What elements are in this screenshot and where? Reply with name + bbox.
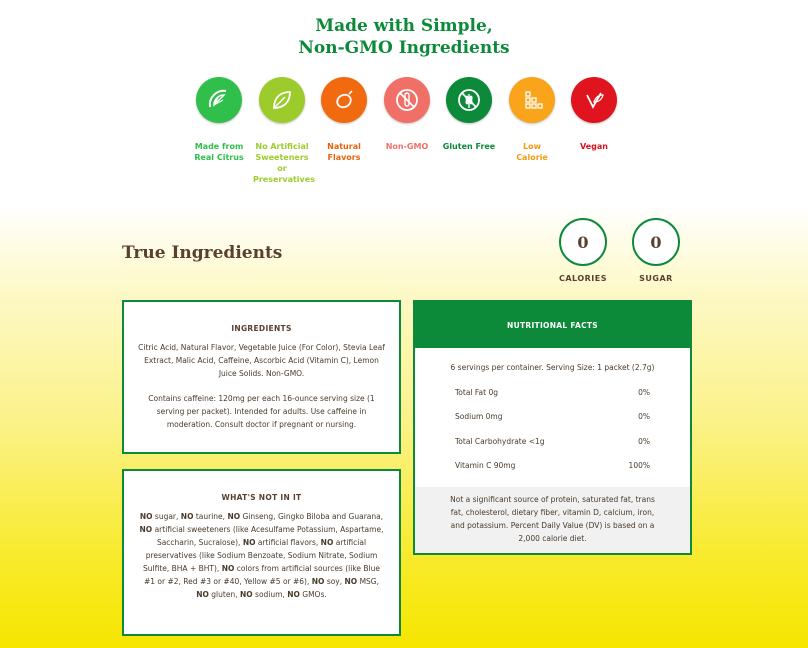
ingredients-list: Citric Acid, Natural Flavor, Vegetable Juice (For Color), Stevia Leaf Extract, Malic Acid, Caffeine, Ascorbic Acid (Vitamin C), Lemon Juice Solids. Non-GMO.	[138, 343, 385, 378]
serving-info: 6 servings per container. Serving Size: 1 packet (2.7g)	[450, 363, 655, 372]
feature-label: No Artificial Sweeteners or Preservatives	[253, 142, 315, 184]
nutrition-row: Total Carbohydrate <1g 0%	[455, 436, 650, 446]
feature-label: Non-GMO	[385, 142, 429, 151]
nutrition-row: Sodium 0mg 0%	[455, 412, 650, 422]
nutrition-heading: NUTRITIONAL FACTS	[415, 302, 690, 348]
feature-no-artificial	[249, 77, 315, 185]
feature-non-gmo	[374, 77, 440, 152]
caffeine-note: Contains caffeine: 120mg per each 16-ounce serving size (1 serving per packet). Intended for adults. Use caffeine in moderation. Consult doctor if pregnant or nursing.	[148, 394, 375, 429]
not-in-it-box	[122, 469, 401, 636]
section-title: True Ingredients	[122, 243, 283, 263]
lemon-icon	[321, 77, 367, 123]
not-in-it-list: NO sugar, NO taurine, NO Ginseng, Gingko Biloba and Guarana, NO artificial sweeteners (like Acesulfame Potassium, Aspartame, Saccharin, Sucralose), NO artificial flavors, NO artificial preservatives (like Sodium Benzoate, Sodium Nitrate, Sodium Sulfite, BHA + BHT), NO colors from artificial sources (like Blue #1 or #2, Red #3 or #40, Yellow #5 or #6), NO soy, NO MSG, NO gluten, NO sodium, NO GMOs.	[139, 512, 384, 599]
calories-value: 0	[559, 218, 607, 266]
hero-title-line-2: Non-GMO Ingredients	[298, 38, 510, 58]
leaf-icon	[259, 77, 305, 123]
ingredients-box	[122, 300, 401, 454]
nutrition-row: Total Fat 0g 0%	[455, 387, 650, 397]
feature-label: Vegan	[580, 142, 608, 151]
vegan-icon	[571, 77, 617, 123]
sugar-value: 0	[632, 218, 680, 266]
lemon-slice-icon	[196, 77, 242, 123]
feature-vegan	[561, 77, 627, 152]
calories-label: CALORIES	[558, 274, 608, 283]
hero-title	[0, 15, 808, 59]
feature-natural-flavors	[311, 77, 377, 163]
not-in-it-heading: WHAT'S NOT IN IT	[221, 493, 302, 502]
no-gmo-icon	[384, 77, 430, 123]
feature-label: Made from Real Citrus	[194, 142, 244, 162]
nutrition-row: Vitamin C 90mg 100%	[455, 461, 650, 471]
ingredients-heading: INGREDIENTS	[231, 324, 292, 333]
feature-low-calorie	[499, 77, 565, 163]
scale-icon	[509, 77, 555, 123]
feature-gluten-free	[436, 77, 502, 152]
calories-stat	[548, 218, 618, 283]
feature-label: Natural Flavors	[327, 142, 361, 162]
nutrition-footnote: Not a significant source of protein, saturated fat, trans fat, cholesterol, dietary fiber, vitamin D, calcium, iron, and potassium. Percent Daily Value (DV) is based on a 2,000 calorie diet.	[415, 487, 690, 553]
nutrition-facts-panel	[413, 300, 692, 555]
sugar-stat	[621, 218, 691, 283]
sugar-label: SUGAR	[639, 274, 673, 283]
feature-real-citrus	[186, 77, 252, 163]
feature-label: Low Calorie	[516, 142, 548, 162]
wheat-crossed-icon	[446, 77, 492, 123]
feature-label: Gluten Free	[442, 142, 496, 151]
hero-title-line-1: Made with Simple,	[315, 16, 493, 36]
